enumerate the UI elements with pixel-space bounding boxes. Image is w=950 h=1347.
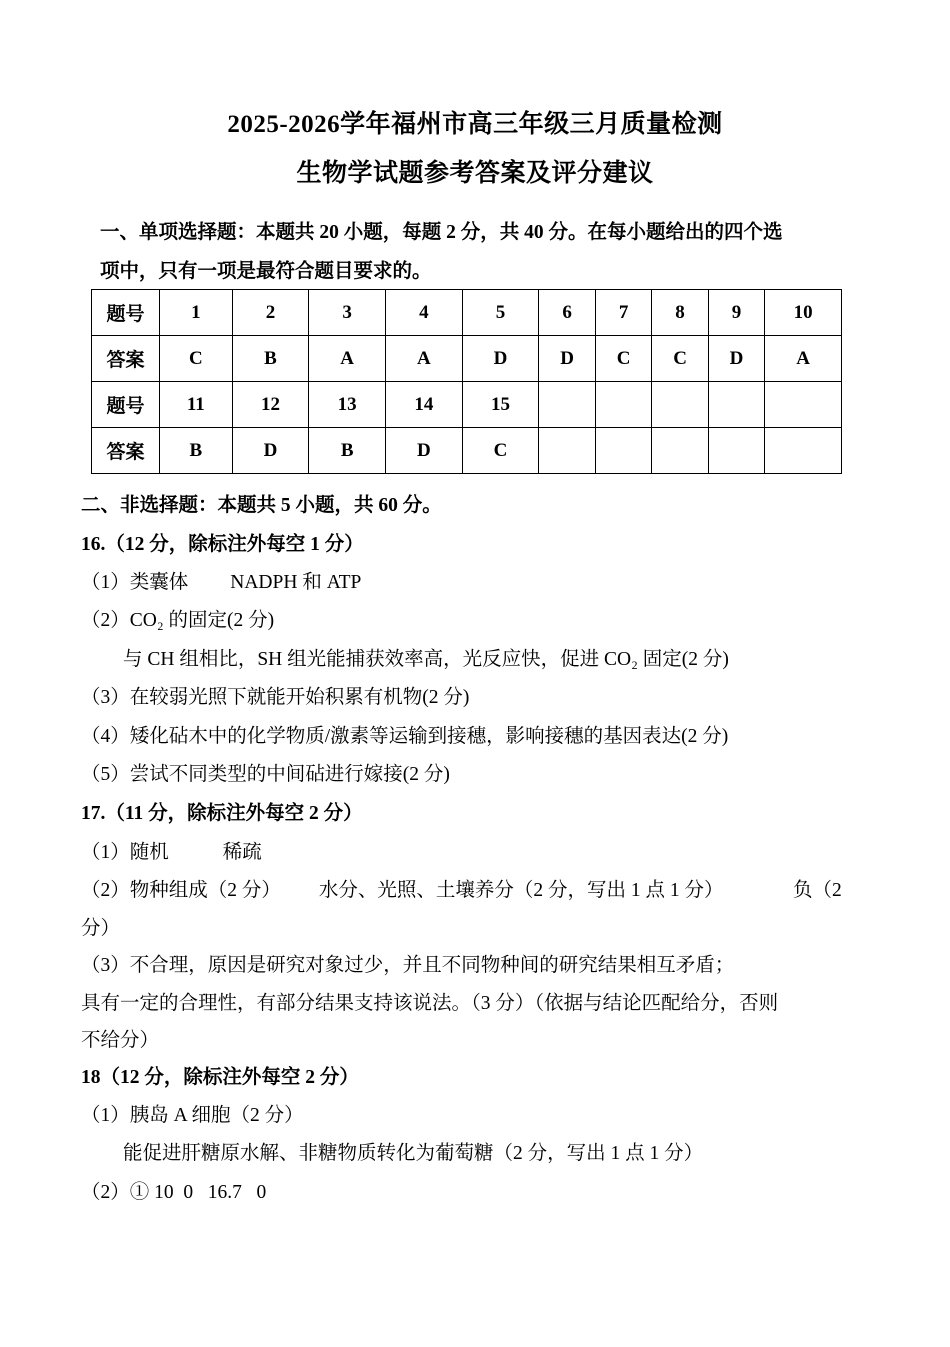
q18-heading: 18（12 分，除标注外每空 2 分） [81, 1067, 359, 1088]
answer-table-header-cell: 题号 [92, 382, 160, 428]
q16-answer-3: （3）在较弱光照下就能开始积累有机物(2 分) [81, 687, 470, 708]
q17-answer-2 [81, 874, 724, 902]
answer-table-row [92, 336, 842, 382]
q16-answer-1 [81, 566, 361, 594]
section1-instructions-line1: 一、单项选择题：本题共 20 小题，每题 2 分，共 40 分。在每小题给出的四个选 [100, 222, 783, 243]
answer-table-cell [765, 428, 842, 474]
section1-instructions-line2: 项中，只有一项是最符合题目要求的。 [100, 261, 432, 282]
answer-table-cell: A [386, 336, 463, 382]
answer-table-cell: 7 [595, 290, 651, 336]
answer-table-cell: 12 [232, 382, 309, 428]
q16-1-a: （1）类囊体 [81, 572, 189, 593]
answer-table-cell: B [309, 428, 386, 474]
answer-table-cell: C [652, 336, 708, 382]
answer-table-cell [539, 428, 595, 474]
answer-table-cell: 11 [160, 382, 233, 428]
q17-heading: 17.（11 分，除标注外每空 2 分） [81, 803, 363, 824]
answer-table-cell: 4 [386, 290, 463, 336]
answer-table-cell [765, 382, 842, 428]
answer-table-cell: 13 [309, 382, 386, 428]
answer-table-cell: 3 [309, 290, 386, 336]
q17-1-b: 稀疏 [222, 842, 262, 863]
q16-answer-5: （5）尝试不同类型的中间砧进行嫁接(2 分) [81, 764, 450, 785]
q18-answer-1: （1）胰岛 A 细胞（2 分） [81, 1105, 304, 1126]
q16-answer-2: （2）CO₂ 的固定(2 分) [81, 610, 275, 631]
answer-table [91, 289, 842, 474]
answer-table-cell: B [160, 428, 233, 474]
q17-answer-2d: 分） [81, 918, 121, 939]
q17-answer-2c: 负（2 [793, 880, 842, 901]
q16-answer-4: （4）矮化砧木中的化学物质/激素等运输到接穗，影响接穗的基因表达(2 分) [81, 726, 729, 747]
answer-table-row [92, 290, 842, 336]
q16-answer-2b: 与 CH 组相比，SH 组光能捕获效率高，光反应快，促进 CO₂ 固定(2 分) [123, 649, 729, 670]
answer-table-cell [652, 382, 708, 428]
q18-answer-2: （2）① 10 0 16.7 0 [81, 1182, 267, 1203]
answer-table-cell: B [232, 336, 309, 382]
answer-table-cell: A [309, 336, 386, 382]
q16-1-b: NADPH 和 ATP [230, 572, 362, 593]
answer-table-cell [652, 428, 708, 474]
answer-table-cell: D [462, 336, 539, 382]
q17-answer-3: （3）不合理，原因是研究对象过少，并且不同物种间的研究结果相互矛盾； [81, 955, 735, 976]
answer-table-cell: 9 [708, 290, 764, 336]
answer-table-cell: 8 [652, 290, 708, 336]
answer-table-cell: C [595, 336, 651, 382]
answer-table-cell: 10 [765, 290, 842, 336]
answer-table-row [92, 382, 842, 428]
answer-table-cell [595, 428, 651, 474]
q17-2-b: 水分、光照、土壤养分（2 分，写出 1 点 1 分） [318, 880, 724, 901]
answer-table-cell: D [232, 428, 309, 474]
answer-table-header-cell: 题号 [92, 290, 160, 336]
answer-table-cell [539, 382, 595, 428]
answer-table-row [92, 428, 842, 474]
answer-table-cell: 6 [539, 290, 595, 336]
document-title: 2025-2026学年福州市高三年级三月质量检测 [227, 111, 723, 138]
answer-table-cell: 15 [462, 382, 539, 428]
answer-table-header-cell: 答案 [92, 336, 160, 382]
answer-table-cell: D [539, 336, 595, 382]
answer-table-cell [595, 382, 651, 428]
answer-table-cell: D [708, 336, 764, 382]
answer-table-cell: D [386, 428, 463, 474]
answer-table-header-cell: 答案 [92, 428, 160, 474]
document-subtitle: 生物学试题参考答案及评分建议 [296, 160, 654, 187]
answer-table-cell: 1 [160, 290, 233, 336]
q17-answer-3c: 不给分） [81, 1030, 160, 1051]
answer-table-cell: 14 [386, 382, 463, 428]
q16-heading: 16.（12 分，除标注外每空 1 分） [81, 534, 364, 555]
q17-answer-3b: 具有一定的合理性，有部分结果支持该说法。（3 分）（依据与结论匹配给分，否则 [81, 993, 779, 1014]
answer-table-cell [708, 382, 764, 428]
answer-table-cell: 5 [462, 290, 539, 336]
q17-2-a: （2）物种组成（2 分） [81, 880, 281, 901]
answer-table-cell: C [160, 336, 233, 382]
section2-heading: 二、非选择题：本题共 5 小题，共 60 分。 [81, 495, 442, 516]
answer-table-cell: C [462, 428, 539, 474]
answer-table-cell: A [765, 336, 842, 382]
q18-answer-1b: 能促进肝糖原水解、非糖物质转化为葡萄糖（2 分，写出 1 点 1 分） [123, 1143, 704, 1164]
answer-table-cell [708, 428, 764, 474]
q17-1-a: （1）随机 [81, 842, 169, 863]
answer-table-cell: 2 [232, 290, 309, 336]
q17-answer-1 [81, 836, 262, 864]
